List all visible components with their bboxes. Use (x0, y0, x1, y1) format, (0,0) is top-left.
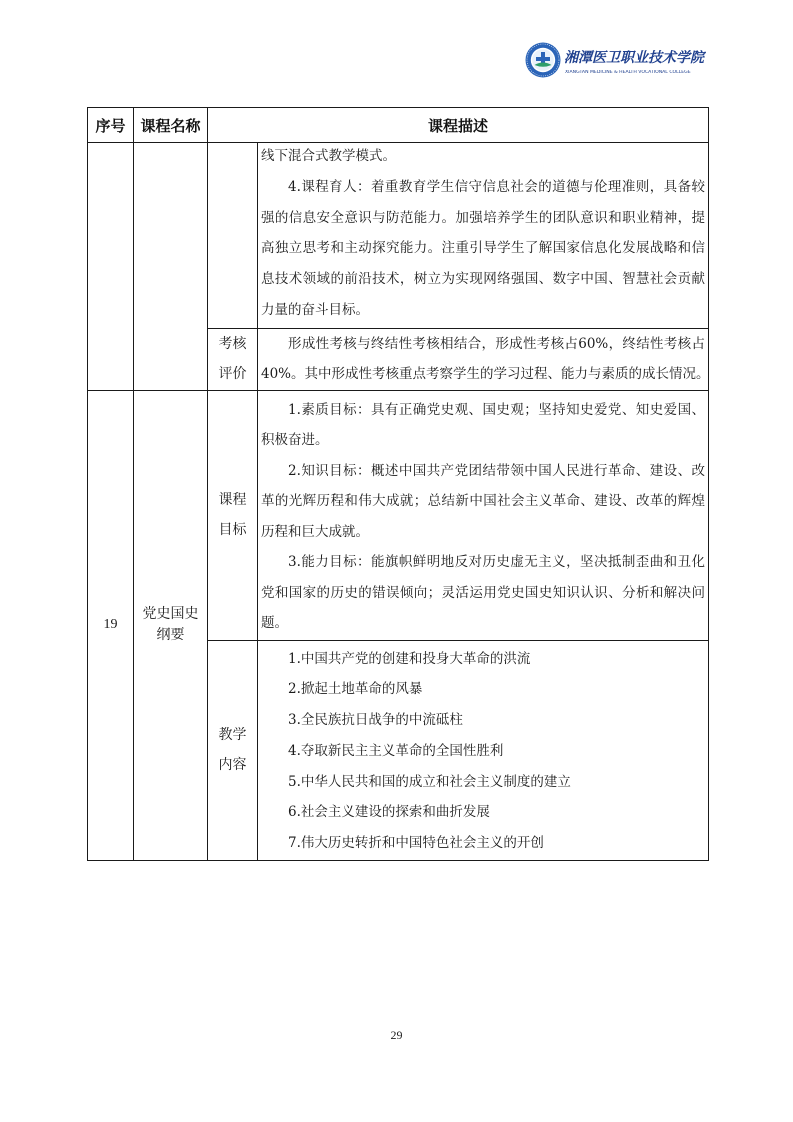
section-label-line: 课程 (218, 491, 247, 508)
description-line: 形成性考核与终结性考核相结合，形成性考核占60%，终结性考核占 (288, 335, 706, 352)
column-header-description: 课程描述 (208, 108, 709, 143)
list-item: 2.掀起土地革命的风暴 (288, 681, 423, 698)
section-description-cell (258, 143, 709, 329)
list-item: 5.中华人民共和国的成立和社会主义制度的建立 (288, 773, 571, 790)
course-table (87, 107, 709, 861)
section-description-cell (258, 640, 709, 860)
section-label-line: 考核 (218, 335, 247, 352)
course-name-line: 党史国史 (142, 606, 199, 623)
table-header-row (88, 108, 709, 143)
section-label-line: 内容 (218, 757, 247, 774)
table-row (88, 390, 709, 640)
description-line: 积极奋进。 (261, 432, 329, 449)
description-line: 2.知识目标：概述中国共产党团结带领中国人民进行革命、建设、改 (288, 462, 706, 479)
section-label-cell (208, 328, 258, 390)
logo-chinese-name: 湘潭医卫职业技术学院 (564, 50, 704, 66)
description-line: 强的信息安全意识与防范能力。加强培养学生的团队意识和职业精神，提 (261, 209, 706, 226)
college-emblem-icon (525, 42, 561, 78)
list-item: 7.伟大历史转折和中国特色社会主义的开创 (288, 835, 544, 851)
section-label-cell (208, 390, 258, 640)
description-line: 题。 (261, 615, 288, 632)
content-list (258, 641, 708, 859)
column-header-course-name: 课程名称 (134, 108, 208, 143)
description-line: 高独立思考和主动探究能力。注重引导学生了解国家信息化发展战略和信 (261, 240, 706, 257)
course-name-line: 纲要 (156, 627, 185, 644)
description-line: 革的光辉历程和伟大成就；总结新中国社会主义革命、建设、改革的辉煌 (261, 493, 706, 510)
description-line: 力量的奋斗目标。 (261, 301, 369, 318)
description-line: 党和国家的历史的错误倾向；灵活运用党史国史知识认识、分析和解决问 (261, 584, 706, 601)
section-label-line: 评价 (218, 366, 247, 383)
list-item: 4.夺取新民主主义革命的全国性胜利 (288, 742, 504, 759)
section-description-cell (258, 328, 709, 390)
description-text-block (258, 391, 708, 639)
description-line: 4.课程育人：着重教育学生信守信息社会的道德与伦理准则，具备较 (288, 178, 706, 195)
page-number: 29 (390, 1028, 403, 1042)
description-text-block (258, 329, 708, 389)
description-line: 1.素质目标：具有正确党史观、国史观；坚持知史爱党、知史爱国、 (288, 401, 706, 418)
table-row (88, 143, 709, 329)
description-line: 线下混合式教学模式。 (261, 148, 396, 164)
list-item: 1.中国共产党的创建和投身大革命的洪流 (288, 650, 531, 667)
list-item: 3.全民族抗日战争的中流砥柱 (288, 712, 463, 729)
description-line: 历程和巨大成就。 (261, 523, 369, 540)
column-header-index: 序号 (88, 108, 134, 143)
description-text-block (258, 141, 708, 326)
description-line: 息技术领域的前沿技术，树立为实现网络强国、数字中国、智慧社会贡献 (261, 271, 706, 288)
section-label-line: 教学 (218, 726, 247, 743)
course-name-cell (134, 390, 208, 860)
description-line: 3.能力目标：能旗帜鲜明地反对历史虚无主义，坚决抵制歪曲和丑化 (288, 554, 706, 571)
course-index-cell (88, 143, 134, 391)
section-label-line: 目标 (218, 522, 247, 539)
section-label-cell (208, 143, 258, 329)
section-description-cell (258, 390, 709, 640)
description-line: 40%。其中形成性考核重点考察学生的学习过程、能力与素质的成长情况。 (261, 365, 710, 382)
course-name-cell (134, 143, 208, 391)
section-label-cell (208, 640, 258, 860)
logo-english-name: XIANGTAN MEDICINE & HEALTH VOCATIONAL COLLEGE (565, 70, 691, 75)
list-item: 6.社会主义建设的探索和曲折发展 (288, 804, 490, 821)
course-index-cell: 19 (88, 390, 134, 860)
